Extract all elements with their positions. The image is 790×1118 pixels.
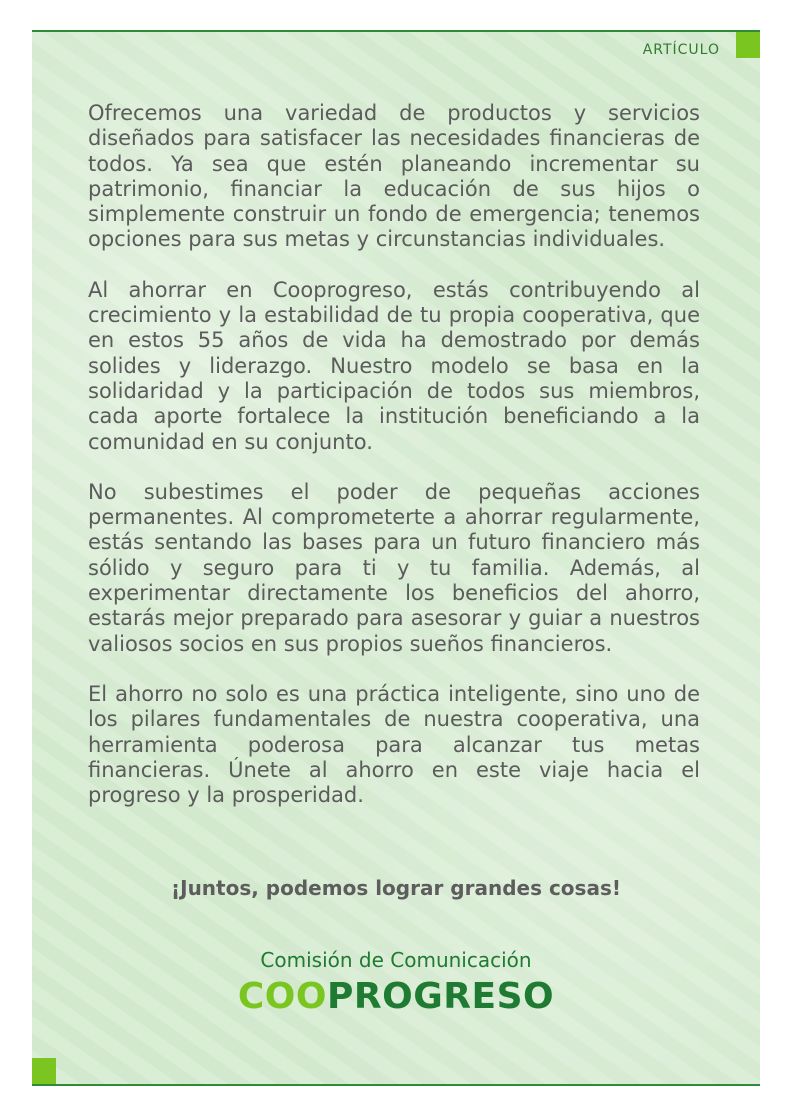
article-page (32, 30, 760, 1086)
brand-logo (32, 976, 760, 1017)
article-body (88, 101, 700, 833)
slogan: ¡Juntos, podemos lograr grandes cosas! (171, 876, 621, 900)
brand-coo: COO (237, 976, 328, 1017)
brand-progreso: PROGRESO (327, 976, 555, 1017)
paragraph-3: No subestimes el poder de pequeñas acciones permanentes. Al comprometerte a ahorrar regularmente, estás sentando las bases para un futuro financiero más sólido y seguro para ti y tu familia. Además, al experimentar directamente los beneficios del ahorro, estarás mejor preparado para asesorar y guiar a nuestros valiosos socios en sus propios sueños financieros. (88, 479, 700, 656)
corner-accent-top (736, 32, 760, 58)
corner-accent-bottom (32, 1058, 56, 1084)
paragraph-4: El ahorro no solo es una práctica inteligente, sino uno de los pilares fundamentales de nuestra cooperativa, una herramienta poderosa para alcanzar tus metas financieras. Únete al ahorro en este viaje hacia el progreso y la prosperidad. (88, 681, 700, 808)
commission-name: Comisión de Comunicación (260, 948, 532, 972)
paragraph-2: Al ahorrar en Cooprogreso, estás contribuyendo al crecimiento y la estabilidad de tu propia cooperativa, que en estos 55 años de vida ha demostrado por demás solides y liderazgo. Nuestro modelo se basa en la solidaridad y la participación de todos sus miembros, cada aporte fortalece la institución beneficiando a la comunidad en su conjunto. (88, 277, 700, 454)
paragraph-1: Ofrecemos una variedad de productos y servicios diseñados para satisfacer las necesidades financieras de todos. Ya sea que estén planeando incrementar su patrimonio, financiar la educación de sus hijos o simplemente construir un fondo de emergencia; tenemos opciones para sus metas y circunstancias individuales. (88, 101, 700, 252)
section-label: ARTÍCULO (642, 42, 720, 58)
